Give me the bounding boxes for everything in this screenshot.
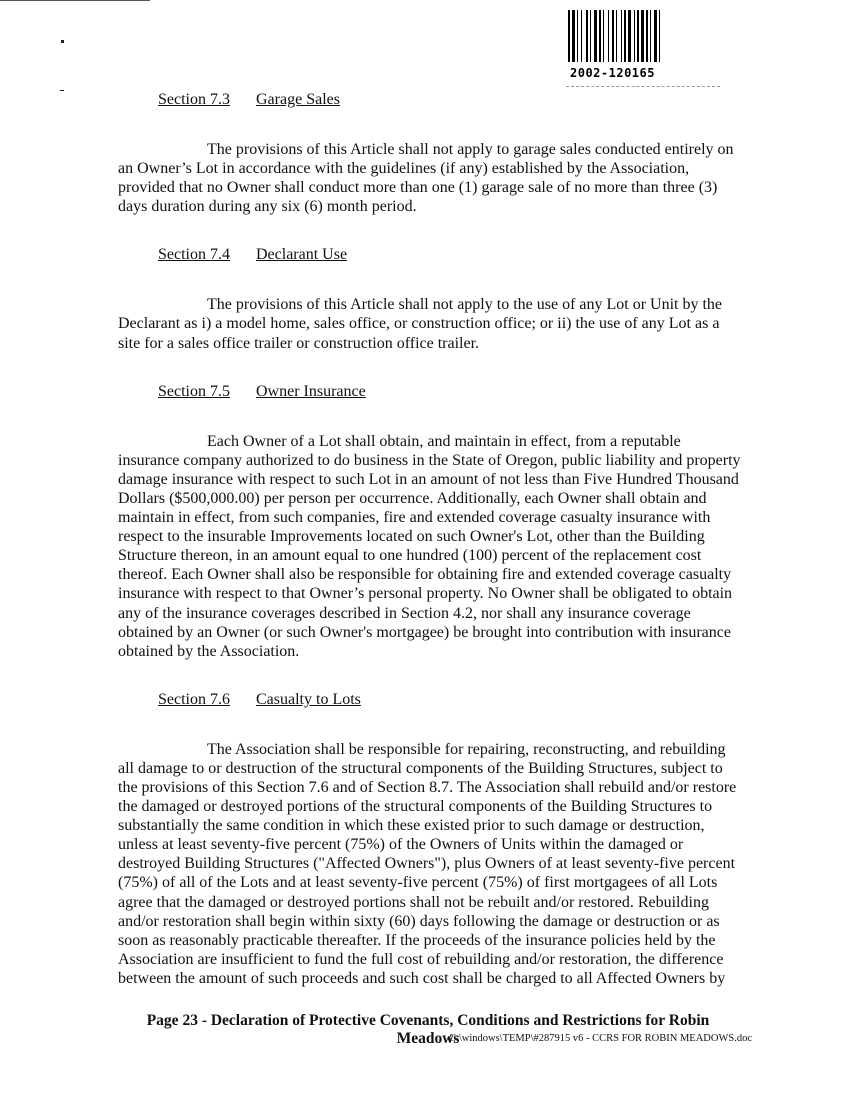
paragraph-line: soon as reasonably practicable thereafter. If the proceeds of the insurance policies held by the [118, 931, 716, 949]
paragraph-line: damage insurance with respect to such Lot in an amount of not less than Five Hundred Thousand [118, 470, 739, 488]
barcode-bars [566, 10, 720, 64]
barcode-bar [654, 10, 657, 62]
recording-barcode [566, 10, 720, 80]
section-7-5 [118, 382, 758, 661]
paragraph-line: and/or restoration shall begin within sixty (60) days following the damage or destruction or as [118, 912, 720, 930]
barcode-bar [650, 10, 651, 62]
section-number: Section 7.5 [158, 382, 230, 400]
section-paragraph [118, 140, 758, 216]
barcode-bar [599, 10, 601, 62]
paragraph-line: obtained by the Association. [118, 642, 300, 660]
barcode-bar [568, 10, 570, 62]
barcode-bar [646, 10, 648, 62]
paragraph-line: site for a sales office trailer or construction office trailer. [118, 334, 480, 352]
barcode-bar [586, 10, 588, 62]
paragraph-line: thereof. Each Owner shall also be responsible for obtaining fire and extended coverage casualty [118, 566, 732, 584]
barcode-bar [594, 10, 597, 62]
paragraph-line: the provisions of this Section 7.6 and of Section 8.7. The Association shall rebuild and/or restore [118, 778, 737, 796]
paragraph-line: insurance with respect to that Owner’s personal property. No Owner shall be obligated to obtain [118, 585, 733, 603]
scan-speck [61, 40, 64, 43]
barcode-bar [637, 10, 639, 62]
paragraph-line: agree that the damaged or destroyed portions shall not be rebuilt and/or restored. Rebuilding [118, 893, 709, 911]
barcode-bar [616, 10, 617, 62]
paragraph-line: all damage to or destruction of the structural components of the Building Structures, subject to [118, 759, 723, 777]
section-heading [158, 690, 758, 710]
section-paragraph [118, 432, 758, 661]
document-file-path: C:\windows\TEMP\#287915 v6 - CCRS FOR ROBIN MEADOWS.doc [448, 1033, 752, 1044]
section-7-3 [118, 90, 758, 216]
paragraph-line: any of the insurance coverages described in Section 4.2, nor shall any insurance coverage [118, 604, 691, 622]
section-paragraph [118, 295, 758, 352]
paragraph-line: respect to the insurable Improvements located on such Owner's Lot, other than the Building [118, 528, 705, 546]
document-body [118, 90, 758, 1017]
barcode-bar [628, 10, 631, 62]
paragraph-line: Each Owner of a Lot shall obtain, and maintain in effect, from a reputable [207, 432, 681, 450]
barcode-bar [659, 10, 660, 62]
section-7-4 [118, 245, 758, 352]
section-7-6 [118, 690, 758, 988]
barcode-bar [572, 10, 575, 62]
barcode-bar [590, 10, 591, 62]
paragraph-line: unless at least seventy-five percent (75%) of the Owners of Units within the damaged or [118, 836, 684, 854]
paragraph-line: The provisions of this Article shall not apply to garage sales conducted entirely on [207, 141, 734, 158]
section-number: Section 7.3 [158, 91, 230, 108]
section-number: Section 7.4 [158, 246, 230, 264]
paragraph-line: Association are insufficient to fund the full cost of rebuilding and/or restoration, the difference [118, 950, 724, 968]
paragraph-line: days duration during any six (6) month period. [118, 198, 417, 216]
page-footer-title: Page 23 - Declaration of Protective Covenants, Conditions and Restrictions for Robin Meadows [146, 1012, 710, 1047]
section-number: Section 7.6 [158, 690, 230, 708]
barcode-bar [624, 10, 626, 62]
paragraph-line: insurance company authorized to do business in the State of Oregon, public liability and property [118, 451, 741, 469]
top-edge-line [0, 0, 150, 1]
paragraph-line: substantially the same condition in which these existed prior to such damage or destruction, [118, 817, 705, 835]
barcode-bar [612, 10, 614, 62]
paragraph-line: obtained by an Owner (or such Owner's mortgagee) be brought into contribution with insurance [118, 623, 731, 641]
section-title: Casualty to Lots [256, 690, 361, 708]
barcode-bar [577, 10, 578, 62]
paragraph-line: The Association shall be responsible for repairing, reconstructing, and rebuilding [207, 740, 726, 758]
section-paragraph [118, 740, 758, 988]
barcode-bar [641, 10, 644, 62]
barcode-bar [581, 10, 582, 62]
section-title: Garage Sales [256, 91, 340, 108]
barcode-number: 2002-120165 [570, 66, 655, 80]
paragraph-line: (75%) of all of the Lots and at least seventy-five percent (75%) of first mortgagees of all Lots [118, 874, 718, 892]
paragraph-line: the damaged or destroyed portions of the structural components of the Building Structures to [118, 798, 713, 816]
paragraph-line: maintain in effect, from such companies, fire and extended coverage casualty insurance with [118, 509, 711, 527]
paragraph-line: Dollars ($500,000.00) per person per occurrence. Additionally, each Owner shall obtain and [118, 489, 707, 507]
section-title: Declarant Use [256, 246, 348, 264]
scan-speck [60, 90, 64, 91]
section-heading [158, 382, 758, 402]
paragraph-line: an Owner’s Lot in accordance with the guidelines (if any) established by the Association, [118, 160, 690, 178]
paragraph-line: Declarant as i) a model home, sales office, or construction office; or ii) the use of any Lot as a [118, 315, 720, 333]
paragraph-line: provided that no Owner shall conduct more than one (1) garage sale of no more than three (3) [118, 179, 718, 197]
paragraph-line: between the amount of such proceeds and such cost shall be charged to all Affected Owners by [118, 969, 726, 987]
barcode-bar [608, 10, 609, 62]
paragraph-line: The provisions of this Article shall not apply to the use of any Lot or Unit by the [207, 296, 723, 314]
section-heading [158, 245, 758, 265]
barcode-underline [566, 86, 720, 87]
barcode-bar [603, 10, 604, 62]
paragraph-line: destroyed Building Structures ("Affected Owners"), plus Owners of at least seventy-five percent [118, 855, 736, 873]
barcode-bar [621, 10, 622, 62]
barcode-bar [634, 10, 635, 62]
section-title: Owner Insurance [256, 382, 366, 400]
paragraph-line: Structure thereon, in an amount equal to one hundred (100) percent of the replacement cost [118, 547, 702, 565]
section-heading [158, 90, 758, 110]
